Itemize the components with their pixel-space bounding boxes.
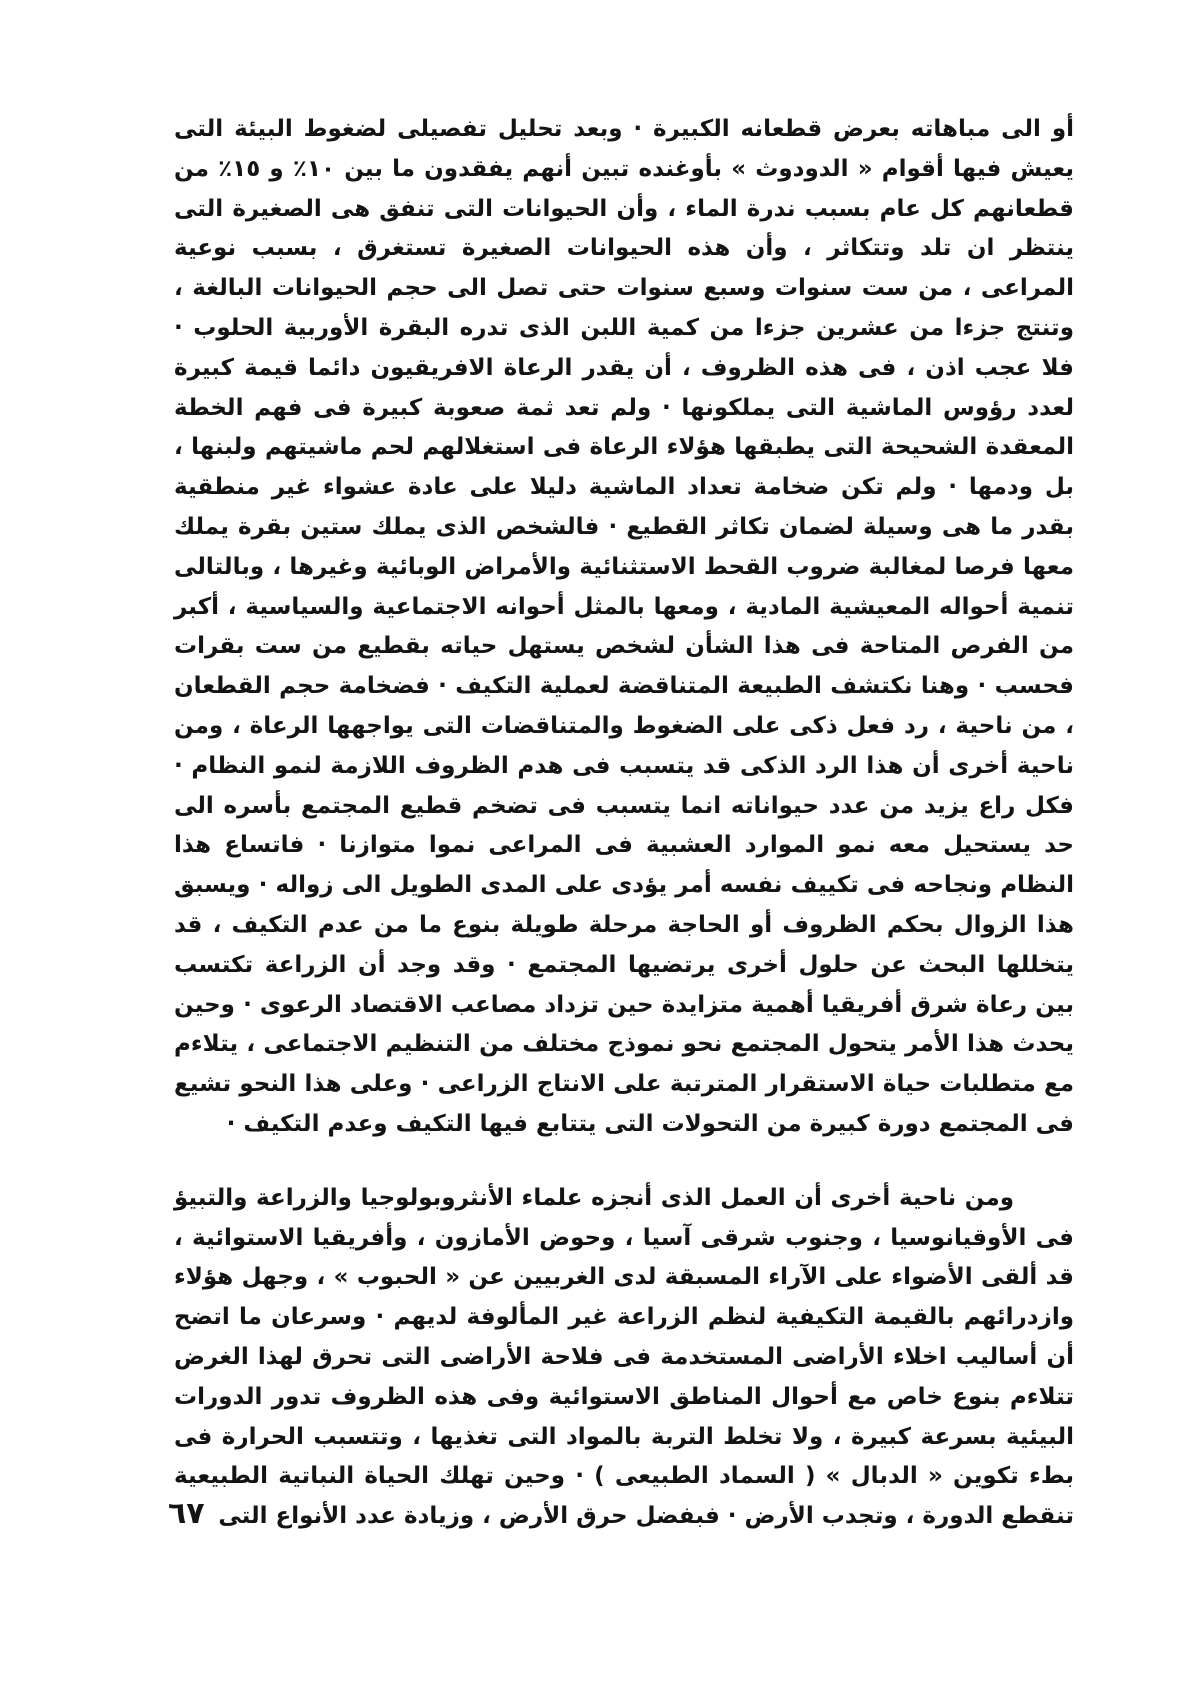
body-paragraph: ومن ناحية أخرى أن العمل الذى أنجزه علماء الأنثروبولوجيا والزراعة والتبيؤ فى الأوقيانوسيا ، وجنوب شرقى آسيا ، وحوض الأمازون ، وأفريقيا الاستوائية ، قد ألقى الأضواء على الآراء المسبقة لدى الغربيين عن « الحبوب » ، وجهل هؤلاء وازدرائهم بالقيمة التكيفية لنظم الزراعة غير المألوفة لديهم · وسرعان ما اتضح أن أساليب اخلاء الأراضى المستخدمة فى فلاحة الأراضى التى تحرق لهذا الغرض تتلاءم بنوع خاص مع أحوال المناطق الاستوائية وفى هذه الظروف تدور الدورات البيئية بسرعة كبيرة ، ولا تخلط التربة بالمواد التى تغذيها ، وتتسبب الحرارة فى بطء تكوين « الدبال » ( السماد الطبيعى ) · وحين تهلك الحياة النباتية الطبيعية تنقطع الدورة ، وتجدب الأرض · فبفضل حرق الأرض ، وزيادة عدد الأنواع التى bbox=[174, 1184, 1074, 1530]
body-paragraph: أو الى مباهاته بعرض قطعانه الكبيرة · وبعد تحليل تفصيلى لضغوط البيئة التى يعيش فيها أقوام « الدودوث » بأوغنده تبين أنهم يفقدون ما بين ١٠٪ و ١٥٪ من قطعانهم كل عام بسبب ندرة الماء ، وأن الحيوانات التى تنفق هى الصغيرة التى ينتظر ان تلد وتتكاثر ، وأن هذه الحيوانات الصغيرة تستغرق ، بسبب نوعية المراعى ، من ست سنوات وسبع سنوات حتى تصل الى حجم الحيوانات البالغة ، وتنتج جزءا من عشرين جزءا من كمية اللبن الذى تدره البقرة الأوربية الحلوب · فلا عجب اذن ، فى هذه الظروف ، أن يقدر الرعاة الافريقيون دائما قيمة كبيرة لعدد رؤوس الماشية التى يملكونها · ولم تعد ثمة صعوبة كبيرة فى فهم الخطة المعقدة الشحيحة التى يطبقها هؤلاء الرعاة فى استغلالهم لحم ماشيتهم ولبنها ، بل ودمها · ولم تكن ضخامة تعداد الماشية دليلا على عادة عشواء غير منطقية بقدر ما هى وسيلة لضمان تكاثر القطيع · فالشخص الذى يملك ستين بقرة يملك معها فرصا لمغالبة ضروب القحط الاستثنائية والأمراض الوبائية وغيرها ، وبالتالى تنمية أحواله المعيشية المادية ، ومعها بالمثل أحوانه الاجتماعية والسياسية ، أكبر من الفرص المتاحة فى هذا الشأن لشخص يستهل حياته بقطيع من ست بقرات فحسب · وهنا نكتشف الطبيعة المتناقضة لعملية التكيف · فضخامة حجم القطعان ، من ناحية ، رد فعل ذكى على الضغوط والمتناقضات التى يواجهها الرعاة ، ومن ناحية أخرى أن هذا الرد الذكى قد يتسبب فى هدم الظروف اللازمة لنمو النظام · فكل راع يزيد من عدد حيواناته انما يتسبب فى تضخم قطيع المجتمع بأسره الى حد يستحيل معه نمو الموارد العشبية فى المراعى نموا متوازنا · فاتساع هذا النظام ونجاحه فى تكييف نفسه أمر يؤدى على المدى الطويل الى زواله · ويسبق هذا الزوال بحكم الظروف أو الحاجة مرحلة طويلة بنوع ما من عدم التكيف ، قد يتخللها البحث عن حلول أخرى يرتضيها المجتمع · وقد وجد أن الزراعة تكتسب بين رعاة شرق أفريقيا أهمية متزايدة حين تزداد مصاعب الاقتصاد الرعوى · وحين يحدث هذا الأمر يتحول المجتمع نحو نموذج مختلف من التنظيم الاجتماعى ، يتلاءم مع متطلبات حياة الاستقرار المترتبة على الانتاج الزراعى · وعلى هذا النحو تشيع فى المجتمع دورة كبيرة من التحولات التى يتتابع فيها التكيف وعدم التكيف · bbox=[174, 116, 1075, 1137]
page-number: ٦٧ bbox=[168, 1496, 205, 1531]
document-page bbox=[174, 110, 1074, 1537]
